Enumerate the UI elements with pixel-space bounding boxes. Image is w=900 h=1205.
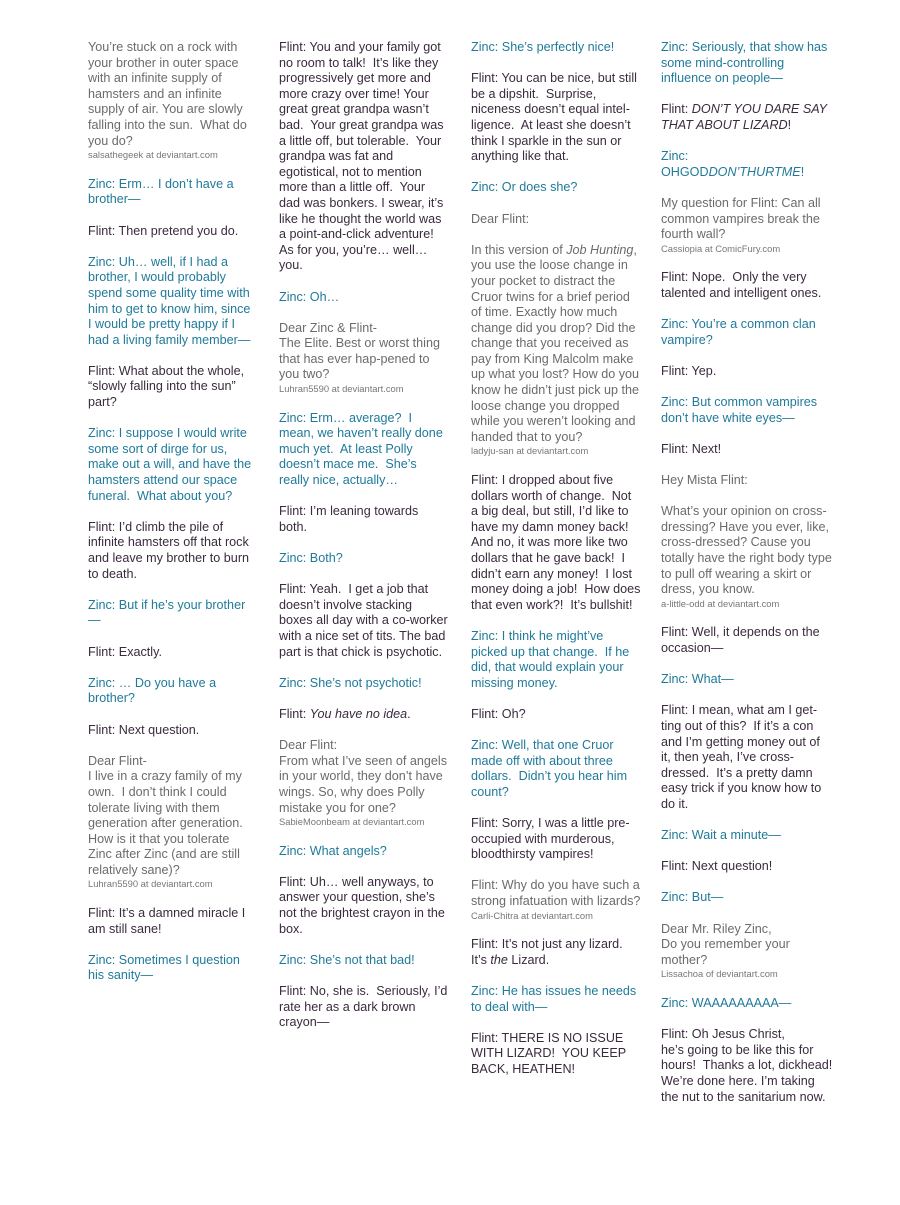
zinc-line <box>471 984 641 1015</box>
text-segment: Zinc: Erm… average? I mean, we haven’t really done much yet. At least Polly doesn’t mace me. She’s really nice, actually… <box>279 410 447 488</box>
entry-text <box>279 738 449 816</box>
zinc-line <box>661 317 833 348</box>
text-segment: Zinc: Well, that one Cruor made off with about three dollars. Didn’t you hear him count? <box>471 738 631 799</box>
flint-line <box>661 859 833 875</box>
flint-line <box>471 707 641 723</box>
text-segment: Flint: Yeah. I get a job that doesn’t involve stacking boxes all day with a co-worker with a nice set of tits. The bad part is that chick is psychotic. <box>279 582 452 659</box>
text-segment: Flint: Then pretend you do. <box>88 223 239 238</box>
flint-line <box>279 707 449 723</box>
entry-text <box>88 676 220 706</box>
entry-text <box>279 504 422 534</box>
entry-text <box>279 844 387 858</box>
text-segment: Flint: I dropped about five dollars worth of change. Not a big deal, but still, I’d like to have my damn money back! And no, it was more like two dollars that he gave back! I didn’t earn any money! I lost money doing a job! How does that even work?! It’s bullshit! <box>471 473 644 612</box>
entry-text <box>279 953 415 967</box>
entry-text <box>661 828 781 842</box>
text-segment: Flint: Exactly. <box>88 644 162 659</box>
entry-text <box>88 598 245 628</box>
italic-segment: You have no idea <box>309 706 408 721</box>
entry-text <box>88 645 162 659</box>
flint-line <box>88 645 256 661</box>
entry-text <box>471 629 633 690</box>
question-credit: Cassiopia at ComicFury.com <box>661 242 781 254</box>
entry-text <box>279 321 449 383</box>
column-1 <box>88 40 256 1121</box>
entry-text <box>661 196 833 243</box>
entry-text <box>661 317 819 347</box>
question-credit: ladyju-san at deviantart.com <box>471 445 589 457</box>
text-segment: Flint: I’d climb the pile of infinite hamsters off that rock and leave my brother to burn to death. <box>88 519 253 581</box>
text-segment: Flint: Nope. Only the very talented and intelligent ones. <box>661 270 822 300</box>
zinc-line <box>279 844 449 860</box>
entry-text <box>88 520 253 581</box>
entry-text <box>661 996 791 1010</box>
zinc-line <box>471 629 641 691</box>
text-segment: Flint: You and your family got no room to talk! It’s like they progressively get more and more crazy over time! Your great great grandpa wasn’t bad. Your great grandpa was a little off, but tolerable. Your grandpa was fat and egotistical, not to mention more than a little off. Your dad was bonkers. I swear, it’s like he thought the world was a point-and-click adventure! As for you, you’re… well… you. <box>279 40 448 273</box>
text-segment: Flint: It’s not just any lizard. It’s <box>471 937 627 967</box>
text-segment-after: . <box>407 706 411 721</box>
entry-text <box>471 738 631 799</box>
flint-line <box>88 723 256 739</box>
entry-text <box>279 40 447 272</box>
comic-text-page <box>88 40 858 1121</box>
flint-line <box>279 875 449 937</box>
reader-question <box>88 754 256 891</box>
reader-question <box>471 212 641 228</box>
flint-line <box>471 473 644 613</box>
text-segment: Flint: It’s a damned miracle I am still sane! <box>88 906 249 936</box>
text-segment: Flint: No, she is. Seriously, I’d rate her as a dark brown crayon— <box>279 984 451 1030</box>
zinc-line <box>661 149 833 180</box>
entry-text <box>88 40 256 149</box>
entry-text <box>471 1031 629 1076</box>
entry-text <box>471 40 614 54</box>
zinc-line <box>88 177 256 208</box>
text-segment-after: ! <box>800 164 805 179</box>
text-segment: Zinc: She’s not that bad! <box>279 952 415 967</box>
flint-line <box>471 71 641 165</box>
entry-text <box>471 71 640 163</box>
text-segment: Flint: Oh? <box>471 706 526 721</box>
text-segment: Flint: Well, it depends on the occasion— <box>661 625 824 655</box>
text-segment: Zinc: Both? <box>279 551 343 565</box>
text-segment: Flint: Why do you have such a strong infatuation with lizards? <box>471 878 644 909</box>
entry-text <box>88 364 248 409</box>
zinc-line <box>88 953 256 984</box>
entry-text <box>661 504 836 598</box>
text-segment: Hey Mista Flint: <box>661 473 748 488</box>
entry-text <box>471 878 644 909</box>
reader-question <box>279 738 449 828</box>
text-segment: Zinc: I suppose I would write some sort of dirge for us, make out a will, and have the hamsters attend our space funeral. What about you? <box>88 426 255 503</box>
italic-segment: DON’THURTME <box>708 164 801 179</box>
italic-segment: DON’T YOU DARE SAY THAT ABOUT LIZARD <box>661 102 831 132</box>
text-segment: Zinc: Uh… well, if I had a brother, I would probably spend some quality time with him to get to know him, since I would be pretty happy if I had a living family member— <box>88 254 254 347</box>
entry-text <box>279 551 343 565</box>
entry-text <box>279 984 451 1029</box>
flint-line <box>88 224 256 240</box>
text-segment: Zinc: I think he might’ve picked up that change. If he did, that would explain your missing money. <box>471 628 633 690</box>
column-2 <box>279 40 452 1121</box>
entry-text <box>279 582 451 658</box>
text-segment: Zinc: Or does she? <box>471 180 578 195</box>
entry-text <box>471 243 641 446</box>
question-credit: Carli-Chitra at deviantart.com <box>471 909 593 921</box>
italic-segment: Job Hunting <box>566 242 634 257</box>
entry-text <box>88 906 249 936</box>
text-segment: Zinc: Seriously, that show has some mind-controlling influence on people— <box>661 40 831 86</box>
zinc-line <box>88 255 256 349</box>
flint-line <box>661 364 833 380</box>
text-segment: Flint: I mean, what am I get-ting out of this? If it’s a con and I’m getting money out of it, then yeah, I’ve cross-dressed. It’s a pretty damn easy trick if you know how to do it. <box>661 703 825 811</box>
text-segment: Flint: What about the whole, “slowly falling into the sun” part? <box>88 363 248 410</box>
text-segment: Zinc: But— <box>661 890 724 905</box>
text-segment: Flint: Yep. <box>661 363 717 378</box>
entry-text <box>661 270 821 300</box>
flint-line <box>279 40 449 274</box>
text-segment: In this version of <box>471 242 567 257</box>
flint-line <box>471 937 641 968</box>
entry-text <box>471 984 640 1014</box>
flint-line <box>471 816 641 863</box>
entry-text <box>661 149 804 179</box>
question-credit: SabieMoonbeam at deviantart.com <box>279 816 425 828</box>
reader-question <box>661 473 833 489</box>
entry-text <box>279 707 411 721</box>
entry-text <box>661 625 823 655</box>
zinc-line <box>661 828 833 844</box>
zinc-line <box>88 676 256 707</box>
column-3 <box>471 40 644 1121</box>
flint-line <box>661 270 833 301</box>
zinc-line <box>88 426 256 504</box>
text-segment-after: ! <box>787 117 792 132</box>
entry-text <box>88 754 256 879</box>
zinc-line <box>279 411 449 489</box>
flint-line <box>279 504 449 535</box>
text-segment: Flint: <box>661 102 692 117</box>
text-segment: Flint: Uh… well anyways, to answer your question, she’s not the brightest crayon in the box. <box>279 874 449 936</box>
reader-question <box>661 922 833 981</box>
text-segment: Dear Zinc & Flint- The Elite. Best or worst thing that has ever hap-pened to you two? <box>279 320 440 382</box>
zinc-line <box>661 672 833 688</box>
text-segment: Zinc: She’s perfectly nice! <box>471 40 615 54</box>
text-segment: Dear Flint: <box>471 211 530 226</box>
text-segment-after: , you use the loose change in your pocket to distract the Cruor twins for a brief period of time. Exactly how much change did you drop? Did the change that you received as pay from King Malcolm make up what you lost? How do you know he didn’t just pick up the loose change you dropped while you weren’t looking and handed that to you? <box>471 242 643 444</box>
zinc-line <box>279 953 449 969</box>
text-segment: Zinc: Wait a minute— <box>661 828 781 843</box>
text-segment: Zinc: Sometimes I question his sanity— <box>88 952 244 983</box>
text-segment: What’s your opinion on cross-dressing? Have you ever, like, cross-dressed? Cause you totally have the right body type to pull off wearing a skirt or dress, you know. <box>661 504 836 597</box>
column-4 <box>661 40 836 1121</box>
reader-question <box>471 878 644 921</box>
flint-line <box>471 1031 641 1078</box>
text-segment-after: Lizard. <box>507 952 550 967</box>
entry-text <box>279 875 448 936</box>
flint-line <box>661 625 833 656</box>
flint-line <box>279 582 452 660</box>
zinc-line <box>471 180 641 196</box>
flint-line <box>279 984 449 1031</box>
flint-line <box>661 1027 833 1105</box>
zinc-line <box>661 996 833 1012</box>
entry-text <box>88 953 243 983</box>
text-segment: Flint: THERE IS NO ISSUE WITH LIZARD! YOU KEEP BACK, HEATHEN! <box>471 1030 630 1076</box>
text-segment: Zinc: What— <box>661 672 734 687</box>
entry-text <box>661 442 721 456</box>
text-segment: Zinc: What angels? <box>279 843 387 858</box>
question-credit: Luhran5590 at deviantart.com <box>88 878 213 890</box>
entry-text <box>661 40 831 85</box>
text-segment: You’re stuck on a rock with your brother in outer space with an infinite supply of hamsters and an infinite supply of air. You are slowly falling into the sun. What do you do? <box>88 40 251 148</box>
entry-text <box>471 473 644 612</box>
text-segment: Dear Mr. Riley Zinc, Do you remember your mother? <box>661 921 790 967</box>
entry-text <box>279 676 422 690</box>
entry-text <box>471 816 630 861</box>
flint-line <box>88 520 256 582</box>
reader-question <box>471 243 641 458</box>
zinc-line <box>471 40 641 56</box>
entry-text <box>471 212 641 228</box>
flint-line <box>661 442 833 458</box>
flint-line <box>88 906 256 937</box>
text-segment: Zinc: She’s not psychotic! <box>279 675 422 690</box>
text-segment: Zinc: But if he’s your brother— <box>88 597 246 628</box>
reader-question <box>661 196 833 255</box>
text-segment: Zinc: You’re a common clan vampire? <box>661 317 820 347</box>
reader-question <box>279 321 449 395</box>
entry-text <box>661 395 821 425</box>
entry-text <box>661 890 723 904</box>
entry-text <box>661 102 830 132</box>
text-segment: Zinc: He has issues he needs to deal with— <box>471 984 640 1014</box>
zinc-line <box>88 598 256 629</box>
entry-text <box>88 723 199 737</box>
entry-text <box>471 180 577 194</box>
flint-line <box>88 364 256 411</box>
text-segment: Zinc: Oh… <box>279 289 340 304</box>
reader-question <box>661 504 836 610</box>
entry-text <box>661 473 833 489</box>
zinc-line <box>279 551 449 567</box>
entry-text <box>661 703 825 811</box>
entry-text <box>471 707 526 721</box>
flint-line <box>661 102 833 133</box>
zinc-line <box>661 395 833 426</box>
entry-text <box>661 859 772 873</box>
text-segment: Flint: Sorry, I was a little pre-occupied with murderous, bloodthirsty vampires! <box>471 816 630 862</box>
entry-text <box>661 1027 839 1103</box>
entry-text <box>88 224 238 238</box>
entry-text <box>661 922 833 969</box>
entry-text <box>661 672 734 686</box>
zinc-line <box>661 890 833 906</box>
flint-line <box>661 703 833 812</box>
text-segment: Flint: Next question. <box>88 722 200 737</box>
text-segment: Flint: I’m leaning towards both. <box>279 504 422 534</box>
zinc-line <box>279 290 449 306</box>
question-credit: a-little-odd at deviantart.com <box>661 597 780 609</box>
text-segment: My question for Flint: Can all common vampires break the fourth wall? <box>661 195 825 242</box>
text-segment: Flint: Oh Jesus Christ, he’s going to be like this for hours! Thanks a lot, dickhead! We’re done here. I’m taking the nut to the sanitarium now. <box>661 1027 833 1104</box>
text-segment: Zinc: Erm… I don’t have a brother— <box>88 176 238 207</box>
text-segment: Dear Flint: From what I’ve seen of angels in your world, they don’t have wings. So, why does Polly mistake you for one? <box>279 738 447 815</box>
entry-text <box>279 411 446 487</box>
entry-text <box>88 177 237 207</box>
entry-text <box>88 426 255 502</box>
question-credit: Lissachoa of deviantart.com <box>661 968 778 980</box>
text-segment: Flint: Next question! <box>661 859 773 874</box>
question-credit: salsathegeek at deviantart.com <box>88 149 218 161</box>
entry-text <box>279 290 339 304</box>
zinc-line <box>661 40 833 87</box>
text-segment: Zinc: But common vampires don’t have white eyes— <box>661 395 821 425</box>
reader-question <box>88 40 256 161</box>
text-segment: Flint: <box>279 706 310 721</box>
question-credit: Luhran5590 at deviantart.com <box>279 383 404 395</box>
italic-segment: the <box>490 952 508 967</box>
text-segment: Dear Flint- I live in a crazy family of my own. I don’t think I could tolerate living with them generation after generation. How is it that you tolerate Zinc after Zinc (and are still relatively sane)? <box>88 753 243 877</box>
text-segment: Zinc: … Do you have a brother? <box>88 675 220 706</box>
text-segment: Flint: You can be nice, but still be a dipshit. Surprise, niceness doesn’t equal intel-ligence. At least she doesn’t think I sparkle in the sun or anything like that. <box>471 71 641 164</box>
text-segment: Flint: Next! <box>661 441 722 456</box>
zinc-line <box>471 738 641 800</box>
text-segment: Zinc: OHGOD <box>661 149 709 179</box>
entry-text <box>661 364 716 378</box>
text-segment: Zinc: WAAAAAAAAA— <box>661 996 792 1011</box>
entry-text <box>471 937 626 967</box>
entry-text <box>88 255 254 347</box>
zinc-line <box>279 676 449 692</box>
